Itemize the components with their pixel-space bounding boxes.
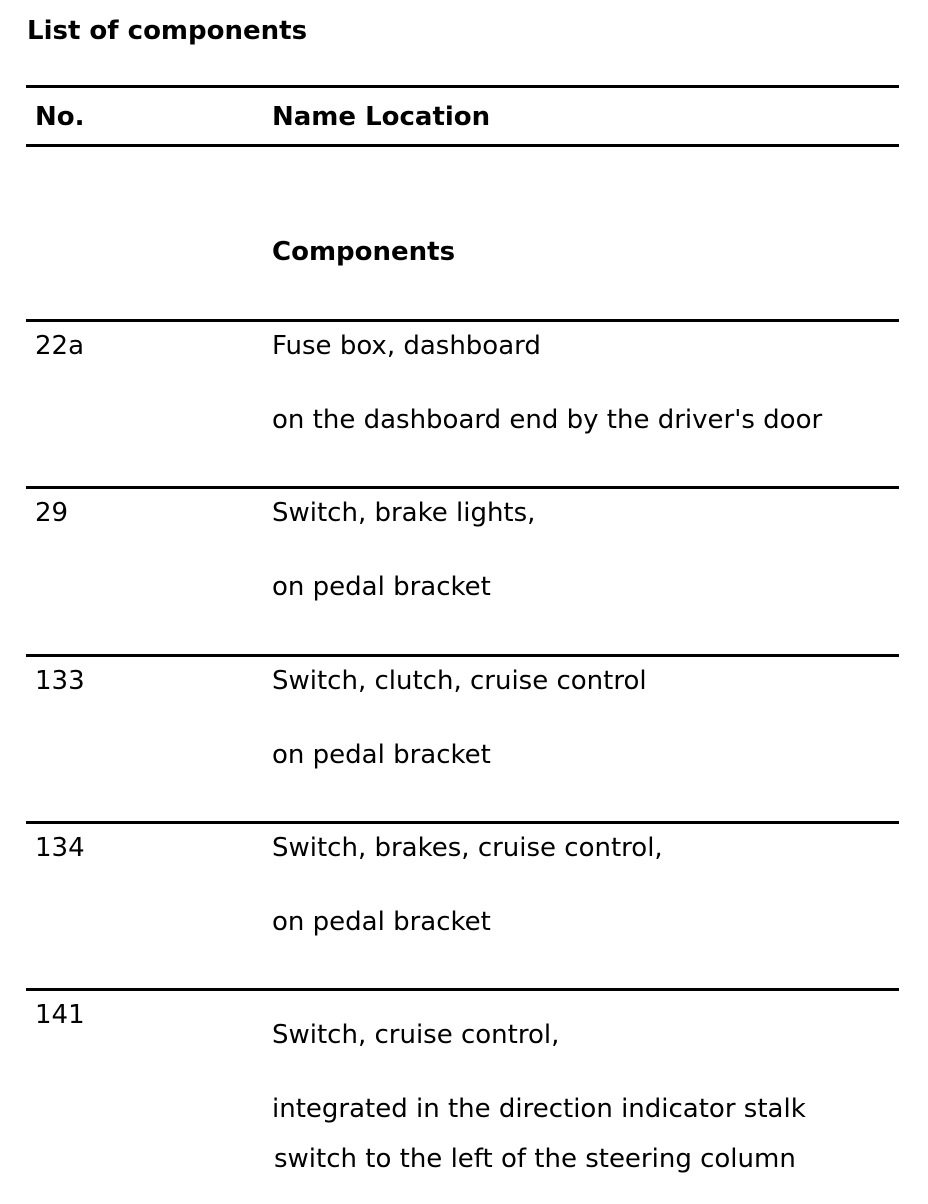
column-header-no: No. (35, 102, 85, 132)
component-location: on pedal bracket (272, 572, 491, 602)
component-location: on the dashboard end by the driver's door (272, 405, 823, 435)
component-name: Switch, clutch, cruise control (272, 666, 647, 696)
row-number: 133 (35, 666, 85, 696)
component-location: on pedal bracket (272, 740, 491, 770)
row-divider (26, 988, 899, 991)
section-label: Components (272, 237, 456, 267)
document-title: List of components (27, 16, 308, 46)
row-number: 22a (35, 331, 85, 361)
row-divider (26, 654, 899, 657)
row-number: 29 (35, 498, 69, 528)
component-name: Fuse box, dashboard (272, 331, 541, 361)
row-number: 141 (35, 1000, 85, 1030)
component-location: integrated in the direction indicator stalk (272, 1094, 806, 1124)
component-name: Switch, cruise control, (272, 1020, 560, 1050)
component-location: on pedal bracket (272, 907, 491, 937)
component-name: Switch, brake lights, (272, 498, 536, 528)
row-divider (26, 821, 899, 824)
column-header-name-location: Name Location (272, 102, 491, 132)
row-divider (26, 319, 899, 322)
component-location-continued: switch to the left of the steering column (274, 1144, 796, 1174)
header-bottom-rule (26, 144, 899, 147)
component-name: Switch, brakes, cruise control, (272, 833, 663, 863)
row-number: 134 (35, 833, 85, 863)
table-top-rule (26, 85, 899, 88)
row-divider (26, 486, 899, 489)
